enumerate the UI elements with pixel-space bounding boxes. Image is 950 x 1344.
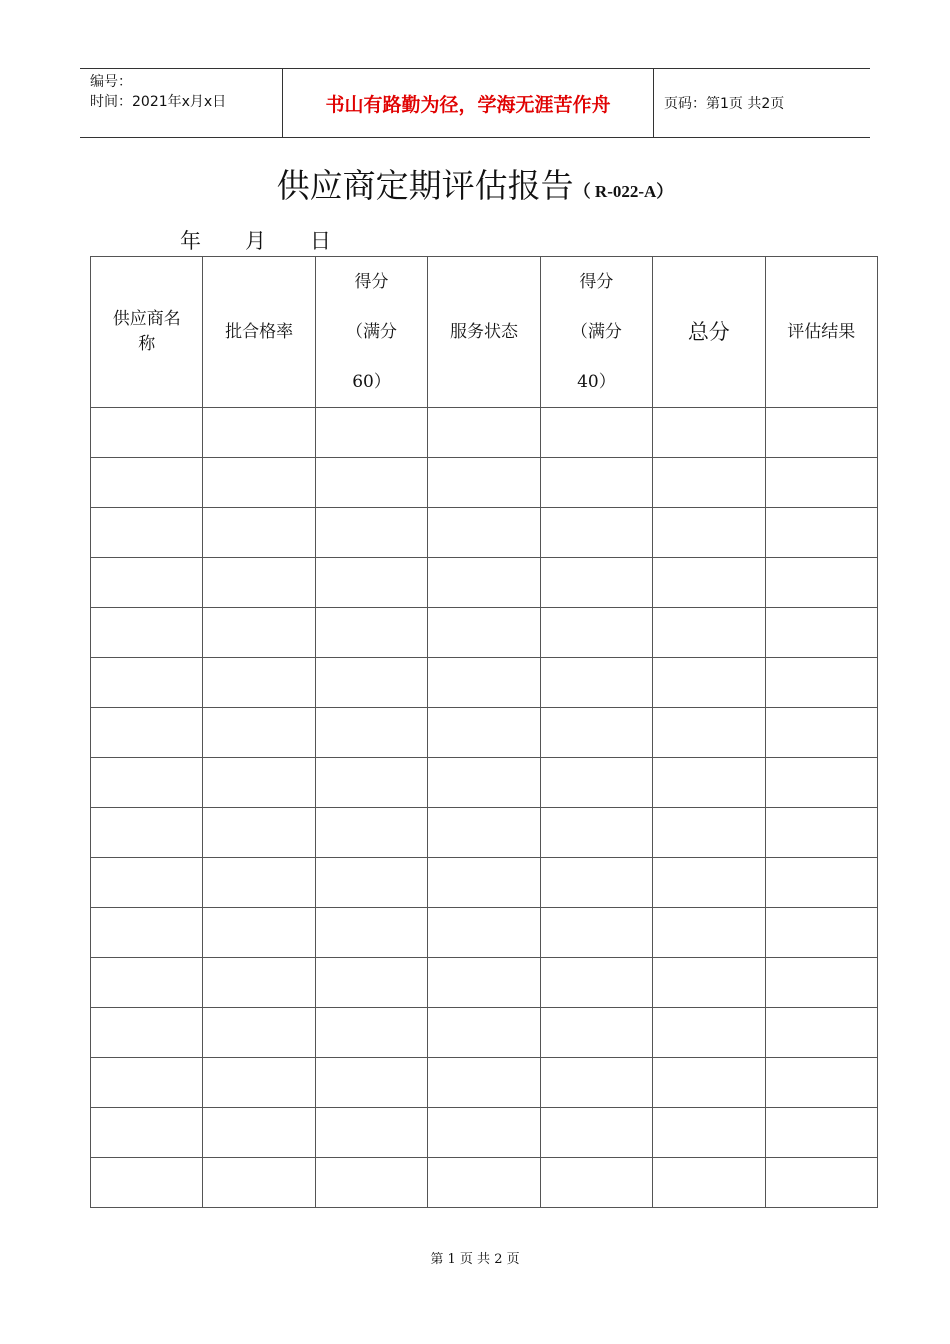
table-cell xyxy=(203,958,315,1008)
date-day: 日 xyxy=(310,229,331,253)
page-text: 第1页 共2页 xyxy=(706,96,785,112)
table-cell xyxy=(91,508,203,558)
column-header-line: 得分 xyxy=(579,272,614,292)
table-cell xyxy=(765,908,877,958)
table-cell xyxy=(765,1058,877,1108)
table-cell xyxy=(540,558,652,608)
column-header-line: 总分 xyxy=(687,319,730,344)
table-cell xyxy=(765,808,877,858)
table-cell xyxy=(315,508,427,558)
table-cell xyxy=(653,1108,765,1158)
column-header-line: 服务状态 xyxy=(449,321,518,342)
table-cell xyxy=(315,958,427,1008)
table-cell xyxy=(540,608,652,658)
table-cell xyxy=(765,508,877,558)
table-cell xyxy=(203,808,315,858)
table-cell xyxy=(203,1158,315,1208)
time-value: 2021年x月x日 xyxy=(132,94,227,110)
column-header xyxy=(540,257,652,408)
table-cell xyxy=(428,608,540,658)
table-cell xyxy=(315,808,427,858)
table-cell xyxy=(203,608,315,658)
table-header-row xyxy=(91,257,878,408)
report-title xyxy=(0,160,950,207)
table-cell xyxy=(653,708,765,758)
column-header-line: 得分 xyxy=(354,272,389,292)
table-cell xyxy=(653,1008,765,1058)
table-cell xyxy=(428,458,540,508)
table-cell xyxy=(540,1058,652,1108)
table-cell xyxy=(91,958,203,1008)
table-row xyxy=(91,1058,878,1108)
table-cell xyxy=(91,908,203,958)
time-label: 时间： xyxy=(90,94,132,110)
column-header-line: 供应商名 xyxy=(112,309,181,329)
table-cell xyxy=(540,408,652,458)
column-header-line: 40） xyxy=(577,372,616,392)
page-footer: 第 1 页 共 2 页 xyxy=(430,1252,520,1267)
table-cell xyxy=(765,1008,877,1058)
table-cell xyxy=(540,658,652,708)
table-cell xyxy=(540,958,652,1008)
table-cell xyxy=(765,1158,877,1208)
table-cell xyxy=(653,908,765,958)
table-cell xyxy=(91,1058,203,1108)
table-cell xyxy=(203,1108,315,1158)
table-cell xyxy=(315,1008,427,1058)
table-cell xyxy=(428,708,540,758)
table-cell xyxy=(91,408,203,458)
table-cell xyxy=(203,708,315,758)
column-header xyxy=(765,257,877,408)
table-cell xyxy=(540,508,652,558)
table-cell xyxy=(653,858,765,908)
table-cell xyxy=(203,1058,315,1108)
table-cell xyxy=(203,758,315,808)
date-year: 年 xyxy=(180,229,201,253)
table-cell xyxy=(653,758,765,808)
table-cell xyxy=(540,1008,652,1058)
table-cell xyxy=(765,458,877,508)
column-header-line: 评估结果 xyxy=(787,321,856,342)
table-cell xyxy=(540,858,652,908)
motto: 书山有路勤为径，学海无涯苦作舟 xyxy=(282,69,654,137)
table-cell xyxy=(203,858,315,908)
table-cell xyxy=(653,1058,765,1108)
table-row xyxy=(91,608,878,658)
title-text: 供应商定期评估报告 xyxy=(276,166,574,205)
table-row xyxy=(91,758,878,808)
table-cell xyxy=(653,558,765,608)
table-cell xyxy=(428,558,540,608)
report-date xyxy=(180,225,331,255)
table-cell xyxy=(91,758,203,808)
column-header xyxy=(653,257,765,408)
table-cell xyxy=(91,808,203,858)
table-cell xyxy=(765,408,877,458)
table-cell xyxy=(203,558,315,608)
table-cell xyxy=(653,408,765,458)
table-cell xyxy=(91,558,203,608)
table-cell xyxy=(315,1108,427,1158)
table-cell xyxy=(428,808,540,858)
table-cell xyxy=(315,758,427,808)
table-row xyxy=(91,808,878,858)
table-cell xyxy=(315,1058,427,1108)
table-cell xyxy=(203,458,315,508)
table-cell xyxy=(428,958,540,1008)
column-header-line: 称 xyxy=(138,334,156,354)
table-cell xyxy=(653,458,765,508)
table-cell xyxy=(315,558,427,608)
table-row xyxy=(91,1158,878,1208)
table-cell xyxy=(540,758,652,808)
table-cell xyxy=(653,658,765,708)
table-cell xyxy=(765,1108,877,1158)
table-cell xyxy=(91,708,203,758)
table-cell xyxy=(315,608,427,658)
number-label: 编号： xyxy=(90,74,132,90)
column-header-line: （满分 xyxy=(346,322,398,342)
time-line xyxy=(90,92,282,112)
column-header xyxy=(203,257,315,408)
table-row xyxy=(91,408,878,458)
table-row xyxy=(91,1008,878,1058)
table-row xyxy=(91,558,878,608)
table-cell xyxy=(653,808,765,858)
table-row xyxy=(91,508,878,558)
column-header-line: （满分 xyxy=(570,322,622,342)
table-cell xyxy=(540,808,652,858)
column-header xyxy=(315,257,427,408)
table-cell xyxy=(540,708,652,758)
table-cell xyxy=(91,858,203,908)
table-cell xyxy=(315,658,427,708)
table-cell xyxy=(428,408,540,458)
document-header xyxy=(80,68,870,138)
table-cell xyxy=(765,958,877,1008)
column-header-line: 60） xyxy=(352,372,391,392)
table-row xyxy=(91,458,878,508)
table-cell xyxy=(428,858,540,908)
table-cell xyxy=(540,1158,652,1208)
table-cell xyxy=(653,608,765,658)
table-cell xyxy=(540,908,652,958)
table-cell xyxy=(315,708,427,758)
table-cell xyxy=(653,508,765,558)
report-code: （ R-022-A） xyxy=(573,182,674,201)
column-header-line: 批合格率 xyxy=(225,321,294,342)
table-cell xyxy=(428,758,540,808)
header-meta xyxy=(80,69,282,137)
date-month: 月 xyxy=(245,229,266,253)
table-cell xyxy=(91,1008,203,1058)
table-row xyxy=(91,908,878,958)
table-cell xyxy=(203,1008,315,1058)
table-cell xyxy=(91,1108,203,1158)
table-cell xyxy=(203,658,315,708)
table-cell xyxy=(765,758,877,808)
table-cell xyxy=(765,608,877,658)
evaluation-table xyxy=(90,256,878,1208)
table-cell xyxy=(540,1108,652,1158)
table-cell xyxy=(203,908,315,958)
column-header xyxy=(91,257,203,408)
table-cell xyxy=(315,858,427,908)
table-cell xyxy=(765,858,877,908)
page-info xyxy=(654,69,870,137)
column-header xyxy=(428,257,540,408)
table-cell xyxy=(315,1158,427,1208)
table-cell xyxy=(91,608,203,658)
table-cell xyxy=(203,508,315,558)
table-cell xyxy=(428,1058,540,1108)
table-cell xyxy=(428,1008,540,1058)
table-cell xyxy=(428,508,540,558)
table-cell xyxy=(91,1158,203,1208)
table-cell xyxy=(428,1108,540,1158)
table-cell xyxy=(428,1158,540,1208)
page-label: 页码： xyxy=(664,96,706,112)
table-row xyxy=(91,958,878,1008)
table-cell xyxy=(315,408,427,458)
table-cell xyxy=(91,458,203,508)
table-row xyxy=(91,858,878,908)
table-cell xyxy=(765,558,877,608)
table-cell xyxy=(315,458,427,508)
table-cell xyxy=(653,1158,765,1208)
table-cell xyxy=(765,658,877,708)
table-cell xyxy=(91,658,203,708)
table-row xyxy=(91,658,878,708)
table-cell xyxy=(315,908,427,958)
table-cell xyxy=(203,408,315,458)
table-cell xyxy=(653,958,765,1008)
table-row xyxy=(91,708,878,758)
table-cell xyxy=(428,658,540,708)
table-cell xyxy=(765,708,877,758)
table-cell xyxy=(540,458,652,508)
table-body xyxy=(91,408,878,1208)
table-row xyxy=(91,1108,878,1158)
table-cell xyxy=(428,908,540,958)
